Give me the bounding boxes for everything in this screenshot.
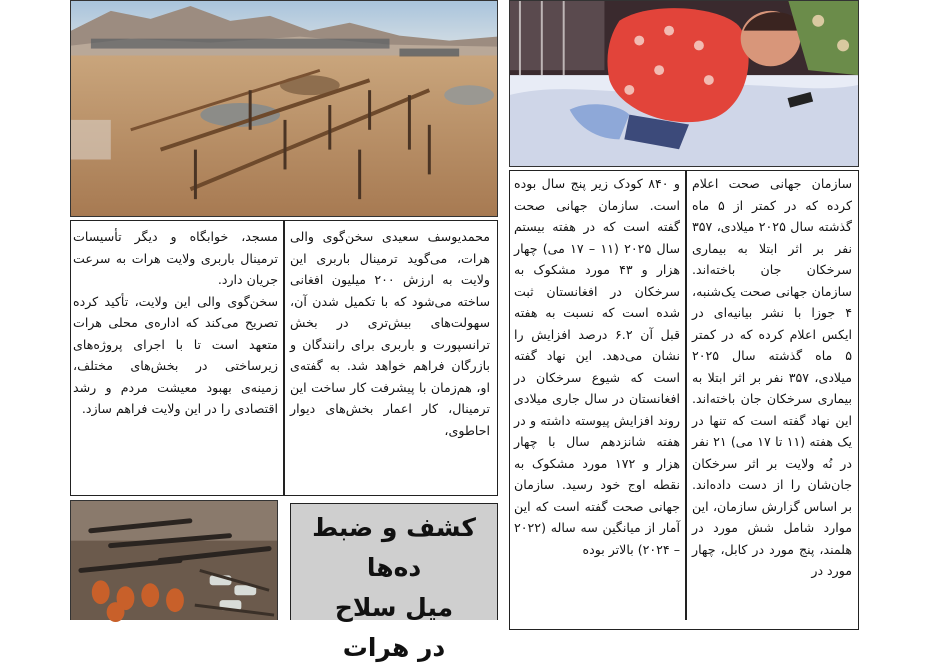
column-divider — [685, 170, 687, 620]
weapons-headline — [291, 504, 497, 668]
terminal-article-text-left-1: مسجد، خوابگاه و دیگر تأسیسات ترمینال باربری ولایت هرات به سرعت جریان دارد. — [73, 229, 278, 287]
terminal-article-column-left — [73, 226, 278, 494]
measles-article-column-center — [514, 173, 680, 620]
measles-article-text-center: و ۸۴۰ کودک زیر پنج سال بوده است. سازمان جهانی صحت گفته است که در هفته بیستم سال ۲۰۲۵ (۱۱ – ۱۷ می) چهار هزار و ۴۳ مورد مشکوک به سرخکان در افغانستان ثبت شده است که نسبت به هفته قبل آن ۶.۲ درصد افزایش را نشان می‌دهد. این نهاد گفته است که شیوع سرخکان در افغانستان در سال جاری میلادی روند افزایش پیوسته داشته و در هفته شانزدهم سال با چهار هزار و ۱۷۲ مورد مشکوک به نقطه اوج خود رسید. سازمان جهانی صحت گفته است که این آمار از میانگین سه ساله (۲۰۲۲ – ۲۰۲۴) بالاتر بوده — [514, 176, 680, 557]
measles-article-column-right — [692, 173, 852, 620]
weapons-headline-box — [290, 503, 498, 662]
terminal-article-text-middle: محمدیوسف سعیدی سخن‌گوی والی هرات، می‌گوید ترمینال باربری این ولایت به ارزش ۲۰۰ میلیون افغانی ساخته می‌شود که با تکمیل شدن آن، سهولت‌های بیش‌تری در بخش ترانسپورت و باربری برای رانندگان و بازرگان فراهم خواهد شد. به گفته‌ی او، هم‌زمان با پیشرفت کار ساخت این ترمینال، کار اعمار بخش‌های دیوار احاطوی، — [290, 229, 491, 438]
sleeping-child-photo — [509, 0, 859, 167]
column-divider — [283, 220, 285, 496]
headline-line-2: میل سلاح — [334, 593, 454, 622]
construction-site-photo — [70, 0, 498, 217]
headline-line-1: کشف و ضبط ده‌ها — [312, 513, 476, 582]
headline-line-3: در هرات — [342, 633, 446, 662]
terminal-article-text-left-2: سخن‌گوی والی این ولایت، تأکید کرده تصریح می‌کند که اداره‌ی محلی هرات متعهد است تا با اجرای پروژه‌های زیرساختی در بخش‌های مختلف، زمینه‌ی بهبود معیشت مردم و رشد اقتصادی را در این ولایت فراهم سازد. — [73, 293, 278, 416]
terminal-article-column-middle — [290, 226, 490, 494]
seized-weapons-photo — [70, 500, 278, 620]
measles-article-text-right: سازمان جهانی صحت اعلام کرده که در کمتر از ۵ ماه گذشته سال ۲۰۲۵ میلادی، ۳۵۷ نفر بر اثر ابتلا به بیماری سرخکان جان باخته‌اند. سازمان جهانی صحت یک‌شنبه، ۴ جوزا با نشر بیانیه‌ای در ایکس اعلام کرده که در کمتر ۵ ماه گذشته سال ۲۰۲۵ میلادی، ۳۵۷ نفر بر اثر ابتلا به بیماری سرخکان جان باخته‌اند. این نهاد گفته است که تنها در یک هفته (۱۱ تا ۱۷ می) ۲۱ نفر در نُه ولایت بر اثر سرخکان جان‌شان را از دست داده‌اند. بر اساس گزارش سازمان، این موارد شامل شش مورد در هلمند، پنج مورد در کابل، چهار مورد در — [692, 176, 852, 578]
